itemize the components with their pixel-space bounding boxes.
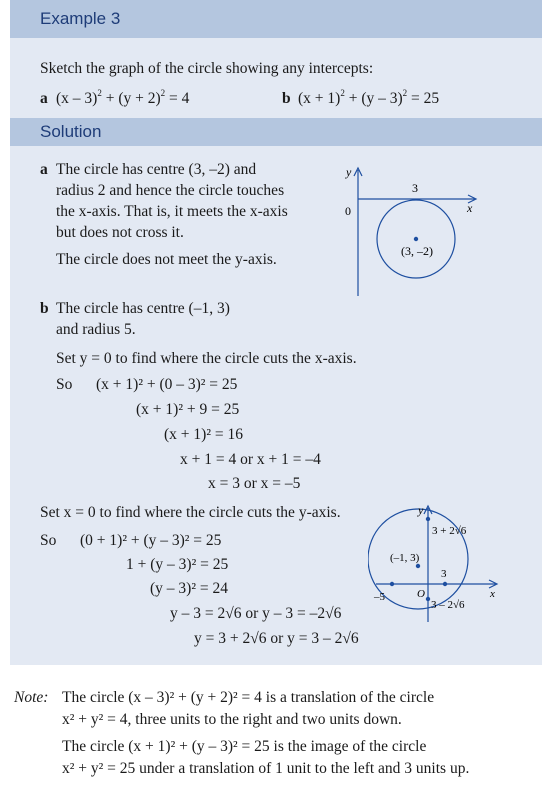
graph-b-neg-label: –5	[374, 591, 385, 603]
sol-a-line-2: radius 2 and hence the circle touches	[56, 182, 285, 199]
note-line-3: The circle (x + 1)² + (y – 3)² = 25 is the image of the circle	[62, 738, 427, 755]
graph-a	[335, 158, 485, 298]
graph-b-centre-dot	[416, 564, 420, 568]
sol-b-label: b	[40, 300, 49, 317]
qb-3: + (y – 3)	[344, 90, 403, 107]
sol-a-line-3: the x-axis. That is, it meets the x-axis	[56, 203, 288, 220]
sol-a-line-4: but does not cross it.	[56, 224, 184, 241]
eq-x-3: (x + 1)² = 16	[164, 426, 243, 443]
sol-b-line-1: The circle has centre (–1, 3)	[56, 300, 230, 317]
example-header	[10, 0, 542, 38]
so-label-2: So	[40, 532, 57, 549]
question-b	[298, 88, 440, 107]
part-a-label: a	[40, 90, 48, 107]
note-line-4: x² + y² = 25 under a translation of 1 unit to the left and 3 units up.	[62, 760, 470, 777]
graph-b-bottom-label: 3 – 2√6	[431, 599, 465, 611]
qb-1: (x + 1)	[298, 90, 341, 107]
eq-y-2: 1 + (y – 3)² = 25	[126, 556, 229, 573]
set-y-text: Set y = 0 to find where the circle cuts the x-axis.	[56, 350, 357, 367]
qa-5: = 4	[165, 90, 190, 107]
note-label: Note:	[14, 689, 49, 706]
sol-a-label: a	[40, 161, 48, 178]
graph-a-x-label: x	[467, 201, 473, 215]
solution-title: Solution	[40, 122, 102, 141]
graph-b-bottom-dot	[426, 597, 430, 601]
solution-header	[10, 118, 542, 146]
eq-x-2: (x + 1)² + 9 = 25	[136, 401, 240, 418]
graph-b-x-label: x	[490, 588, 495, 600]
eq-y-1: (0 + 1)² + (y – 3)² = 25	[80, 532, 222, 549]
qb-2: 2	[340, 88, 345, 98]
qa-3: + (y + 2)	[101, 90, 161, 107]
qa-1: (x – 3)	[56, 90, 98, 107]
eq-y-4: y – 3 = 2√6 or y – 3 = –2√6	[170, 605, 342, 622]
sol-a-line-5: The circle does not meet the y-axis.	[56, 251, 277, 268]
graph-a-y-label: y	[346, 165, 352, 179]
qa-2: 2	[97, 88, 102, 98]
graph-b-top-dot	[426, 517, 430, 521]
graph-b-left-dot	[390, 582, 394, 586]
eq-x-5: x = 3 or x = –5	[208, 475, 301, 492]
sol-a-line-1: The circle has centre (3, –2) and	[56, 161, 257, 178]
sol-b-line-2: and radius 5.	[56, 321, 136, 338]
part-b-label: b	[282, 90, 291, 107]
graph-b-centre-label: (–1, 3)	[390, 552, 420, 564]
eq-y-3: (y – 3)² = 24	[150, 580, 228, 597]
note-line-2: x² + y² = 4, three units to the right and two units down.	[62, 711, 402, 728]
graph-b-origin: O	[417, 588, 425, 600]
graph-b-y-label: y	[418, 503, 424, 517]
graph-b-pos-label: 3	[441, 568, 447, 580]
qb-5: = 25	[407, 90, 440, 107]
set-x-text: Set x = 0 to find where the circle cuts the y-axis.	[40, 504, 341, 521]
graph-a-tick: 3	[412, 181, 418, 195]
eq-x-4: x + 1 = 4 or x + 1 = –4	[180, 451, 321, 468]
graph-b	[368, 500, 508, 625]
eq-y-5: y = 3 + 2√6 or y = 3 – 2√6	[194, 630, 359, 647]
so-label-1: So	[56, 376, 73, 393]
question-a	[56, 88, 190, 107]
graph-a-centre-label: (3, –2)	[401, 244, 433, 258]
graph-b-right-dot	[443, 582, 447, 586]
eq-x-1: (x + 1)² + (0 – 3)² = 25	[96, 376, 238, 393]
note-line-1: The circle (x – 3)² + (y + 2)² = 4 is a translation of the circle	[62, 689, 435, 706]
graph-b-top-label: 3 + 2√6	[432, 525, 467, 537]
graph-a-origin: 0	[345, 204, 351, 218]
graph-a-centre-dot	[414, 237, 418, 241]
question-text: Sketch the graph of the circle showing any intercepts:	[40, 60, 374, 77]
example-title: Example 3	[40, 9, 121, 28]
qa-4: 2	[160, 88, 166, 98]
qb-4: 2	[402, 88, 408, 98]
